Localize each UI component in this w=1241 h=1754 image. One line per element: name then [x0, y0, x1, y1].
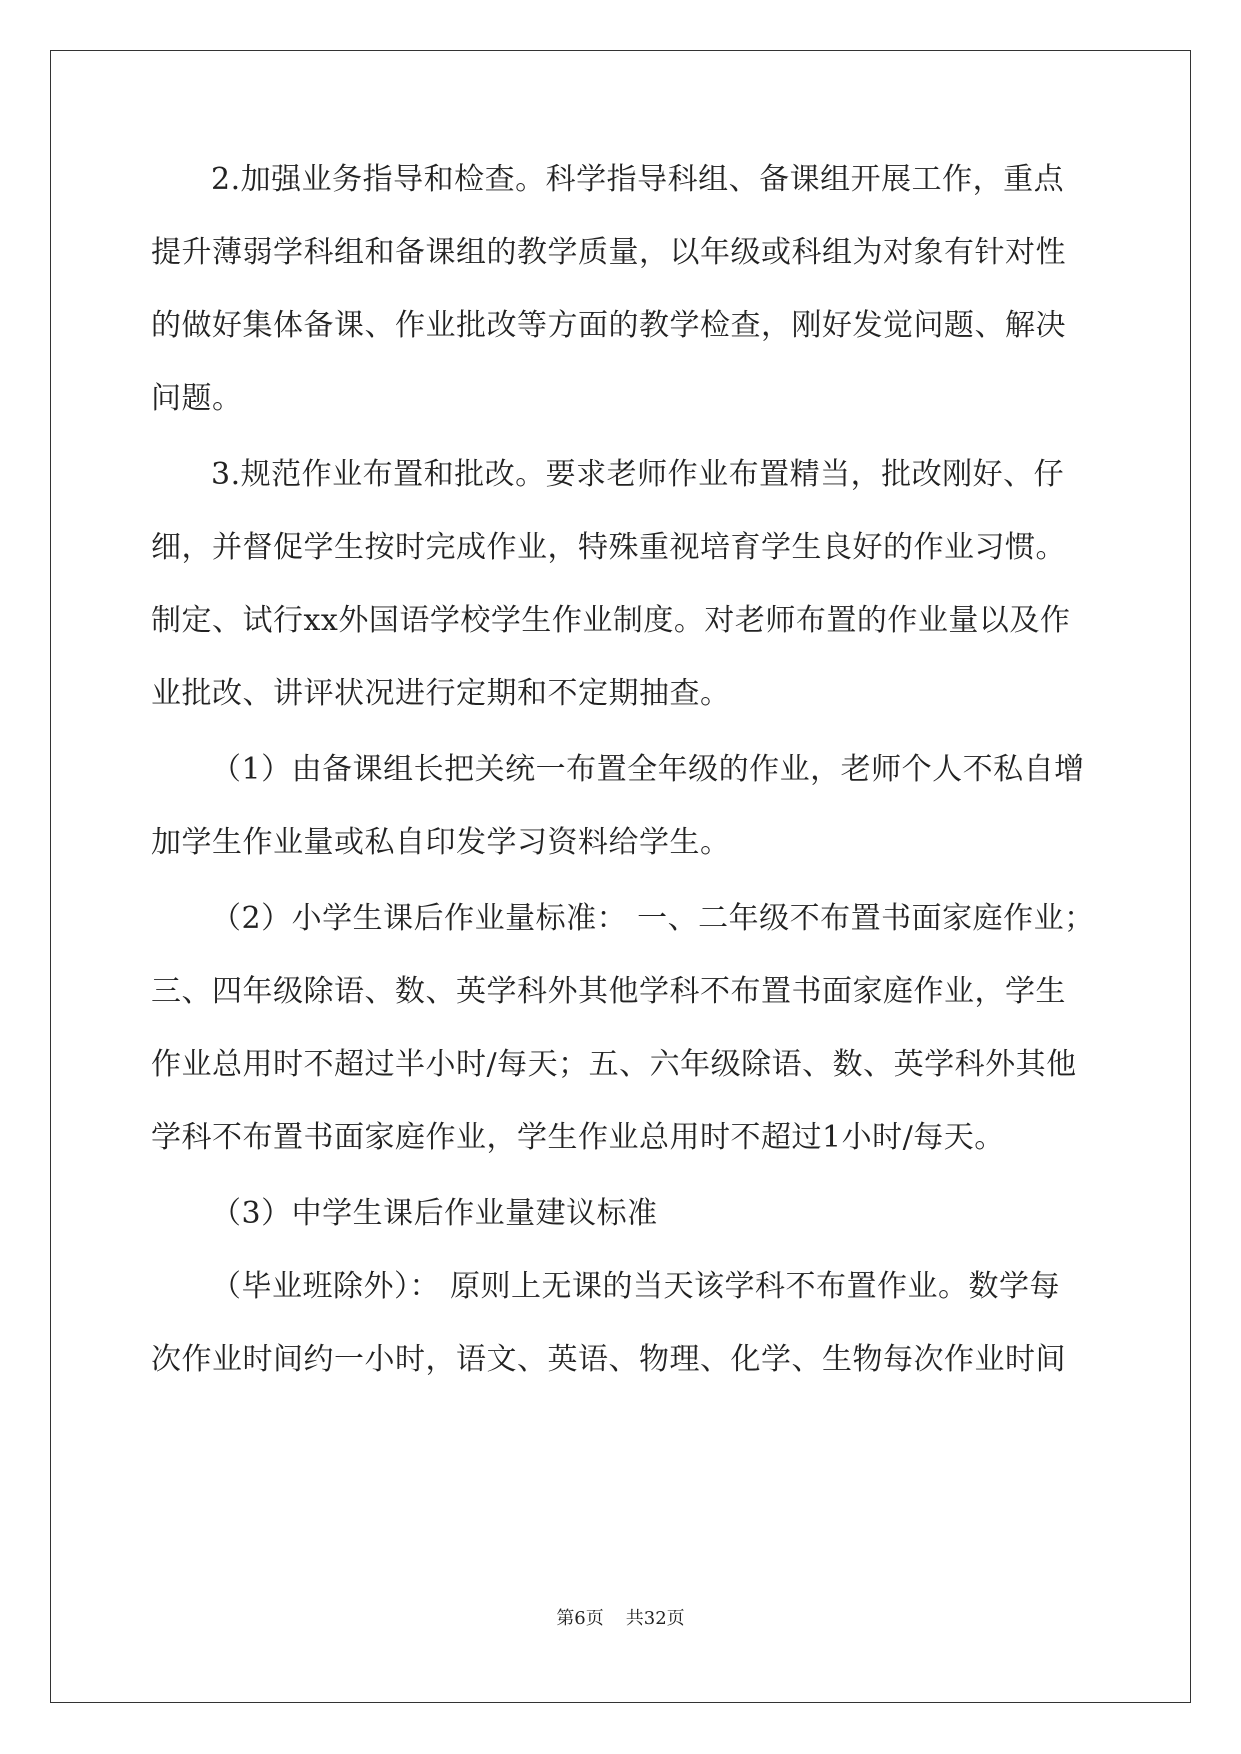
- page-number-total: 共32页: [625, 1608, 685, 1629]
- paragraph-line: 制定、试行xx外国语学校学生作业制度。对老师布置的作业量以及作: [151, 603, 1071, 638]
- paragraph-line: 问题。: [151, 381, 243, 416]
- paragraph-line: 业批改、讲评状况进行定期和不定期抽查。: [151, 676, 731, 711]
- paragraph-line: 的做好集体备课、作业批改等方面的教学检查，刚好发觉问题、解决: [151, 308, 1066, 343]
- paragraph-line: （1）由备课组长把关统一布置全年级的作业，老师个人不私自增: [211, 752, 1085, 787]
- paragraph-line: 加学生作业量或私自印发学习资料给学生。: [151, 825, 731, 860]
- paragraph-line: （2）小学生课后作业量标准： 一、二年级不布置书面家庭作业；: [211, 901, 1095, 936]
- paragraph-line: 2.加强业务指导和检查。科学指导科组、备课组开展工作，重点: [211, 162, 1065, 197]
- paragraph-line: （3）中学生课后作业量建议标准: [211, 1196, 658, 1231]
- paragraph-line: （毕业班除外）： 原则上无课的当天该学科不布置作业。数学每: [211, 1269, 1061, 1304]
- paragraph-line: 细，并督促学生按时完成作业，特殊重视培育学生良好的作业习惯。: [151, 530, 1066, 565]
- paragraph-line: 提升薄弱学科组和备课组的教学质量，以年级或科组为对象有针对性: [151, 235, 1066, 270]
- page-footer: [0, 1607, 1241, 1631]
- paragraph-line: 3.规范作业布置和批改。要求老师作业布置精当，批改刚好、仔: [211, 457, 1065, 492]
- paragraph-line: 学科不布置书面家庭作业，学生作业总用时不超过1小时/每天。: [151, 1120, 1005, 1155]
- page-border: [50, 50, 1191, 1703]
- page-number-current: 第6页: [556, 1608, 604, 1629]
- paragraph-line: 三、四年级除语、数、英学科外其他学科不布置书面家庭作业，学生: [151, 974, 1066, 1009]
- paragraph-line: 作业总用时不超过半小时/每天；五、六年级除语、数、英学科外其他: [151, 1047, 1077, 1082]
- paragraph-line: 次作业时间约一小时，语文、英语、物理、化学、生物每次作业时间: [151, 1342, 1066, 1377]
